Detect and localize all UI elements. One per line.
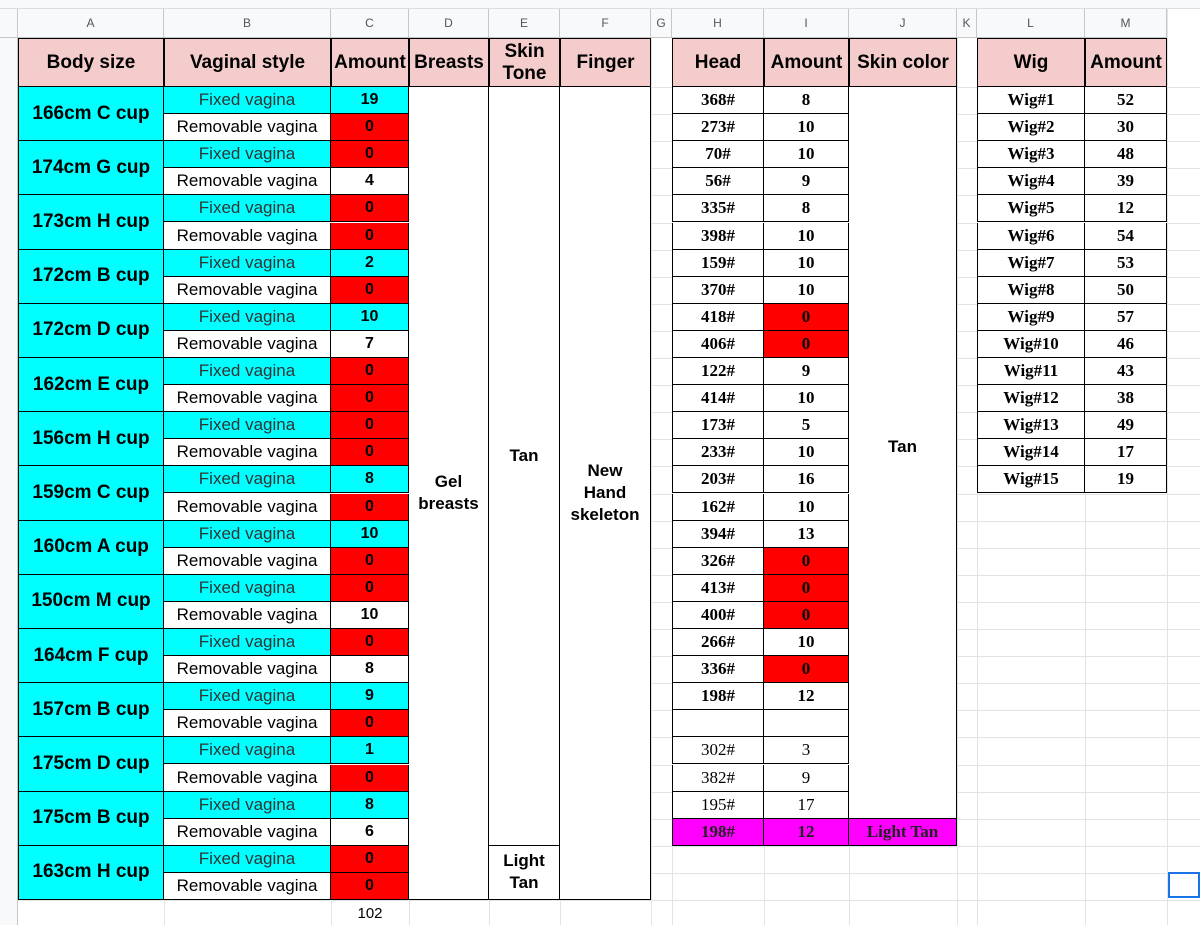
head-amount-cell: 10 [764, 494, 849, 521]
removable-amount-cell: 0 [331, 494, 409, 521]
head-code-cell: 336# [672, 656, 764, 683]
header-vaginal-style: Vaginal style [164, 38, 331, 87]
removable-amount-cell: 0 [331, 765, 409, 792]
removable-vagina-cell: Removable vagina [164, 439, 331, 466]
removable-amount-cell: 0 [331, 439, 409, 466]
head-amount-cell: 12 [764, 819, 849, 846]
wig-name-cell: Wig#9 [977, 304, 1085, 331]
wig-amount-cell: 49 [1085, 412, 1167, 439]
head-code-cell: 159# [672, 250, 764, 277]
fixed-vagina-cell: Fixed vagina [164, 521, 331, 548]
header-finger: Finger [560, 38, 651, 87]
removable-amount-cell: 0 [331, 114, 409, 141]
body-size-cell: 162cm E cup [18, 358, 164, 412]
fixed-vagina-cell: Fixed vagina [164, 304, 331, 331]
head-code-cell: 198# [672, 683, 764, 710]
fixed-amount-cell: 0 [331, 629, 409, 656]
head-amount-cell: 16 [764, 466, 849, 493]
fixed-amount-cell: 0 [331, 846, 409, 873]
removable-amount-cell: 10 [331, 602, 409, 629]
removable-amount-cell: 8 [331, 656, 409, 683]
wig-amount-cell: 57 [1085, 304, 1167, 331]
removable-amount-cell: 0 [331, 873, 409, 900]
fixed-amount-cell: 0 [331, 575, 409, 602]
column-header-c[interactable]: C [331, 9, 409, 38]
head-amount-cell [764, 710, 849, 737]
wig-amount-cell: 39 [1085, 168, 1167, 195]
column-header-j[interactable]: J [849, 9, 957, 38]
head-code-cell: 382# [672, 765, 764, 792]
removable-vagina-cell: Removable vagina [164, 331, 331, 358]
fixed-vagina-cell: Fixed vagina [164, 683, 331, 710]
fixed-vagina-cell: Fixed vagina [164, 412, 331, 439]
wig-amount-cell: 52 [1085, 87, 1167, 114]
body-size-cell: 172cm D cup [18, 304, 164, 358]
fixed-amount-cell: 8 [331, 466, 409, 493]
head-code-cell: 398# [672, 223, 764, 250]
body-size-cell: 157cm B cup [18, 683, 164, 737]
wig-name-cell: Wig#5 [977, 195, 1085, 222]
head-code-cell [672, 710, 764, 737]
column-header-a[interactable]: A [18, 9, 164, 38]
head-amount-cell: 9 [764, 358, 849, 385]
head-code-cell: 122# [672, 358, 764, 385]
fixed-vagina-cell: Fixed vagina [164, 846, 331, 873]
column-header-m[interactable]: M [1085, 9, 1167, 38]
fixed-amount-cell: 19 [331, 87, 409, 114]
head-amount-cell: 8 [764, 195, 849, 222]
head-amount-cell: 0 [764, 575, 849, 602]
removable-vagina-cell: Removable vagina [164, 385, 331, 412]
head-amount-cell: 17 [764, 792, 849, 819]
total-amount-cell: 102 [357, 905, 383, 923]
wig-amount-cell: 19 [1085, 466, 1167, 493]
skin-color-tan-cell: Tan [849, 87, 957, 819]
column-header-l[interactable]: L [977, 9, 1085, 38]
body-size-cell: 172cm B cup [18, 250, 164, 304]
fixed-amount-cell: 0 [331, 195, 409, 222]
removable-vagina-cell: Removable vagina [164, 710, 331, 737]
body-size-cell: 150cm M cup [18, 575, 164, 629]
skin-tone-tan-cell: Tan [489, 87, 560, 846]
body-size-cell: 166cm C cup [18, 87, 164, 141]
wig-name-cell: Wig#14 [977, 439, 1085, 466]
head-code-cell: 195# [672, 792, 764, 819]
removable-amount-cell: 0 [331, 223, 409, 250]
fixed-vagina-cell: Fixed vagina [164, 141, 331, 168]
column-header-g[interactable]: G [651, 9, 672, 38]
head-amount-cell: 0 [764, 304, 849, 331]
removable-amount-cell: 0 [331, 548, 409, 575]
removable-vagina-cell: Removable vagina [164, 873, 331, 900]
head-code-cell: 418# [672, 304, 764, 331]
head-code-cell: 414# [672, 385, 764, 412]
header-amount: Amount [331, 38, 409, 87]
head-amount-cell: 8 [764, 87, 849, 114]
head-amount-cell: 0 [764, 331, 849, 358]
breasts-merged-cell: Gel breasts [409, 87, 489, 900]
head-code-cell: 70# [672, 141, 764, 168]
head-amount-cell: 0 [764, 656, 849, 683]
head-amount-cell: 10 [764, 141, 849, 168]
header-wig: Wig [977, 38, 1085, 87]
wig-name-cell: Wig#3 [977, 141, 1085, 168]
fixed-vagina-cell: Fixed vagina [164, 358, 331, 385]
wig-name-cell: Wig#12 [977, 385, 1085, 412]
head-amount-cell: 12 [764, 683, 849, 710]
fixed-vagina-cell: Fixed vagina [164, 250, 331, 277]
wig-amount-cell: 53 [1085, 250, 1167, 277]
skin-color-light-tan-cell: Light Tan [849, 819, 957, 846]
column-header-e[interactable]: E [489, 9, 560, 38]
gridline-vertical [1167, 0, 1168, 925]
fixed-amount-cell: 1 [331, 737, 409, 764]
header-body-size: Body size [18, 38, 164, 87]
removable-vagina-cell: Removable vagina [164, 656, 331, 683]
head-code-cell: 203# [672, 466, 764, 493]
head-amount-cell: 10 [764, 277, 849, 304]
removable-vagina-cell: Removable vagina [164, 602, 331, 629]
body-size-cell: 175cm D cup [18, 737, 164, 791]
head-amount-cell: 0 [764, 548, 849, 575]
head-code-cell: 198# [672, 819, 764, 846]
wig-name-cell: Wig#8 [977, 277, 1085, 304]
head-amount-cell: 13 [764, 521, 849, 548]
wig-amount-cell: 30 [1085, 114, 1167, 141]
removable-vagina-cell: Removable vagina [164, 819, 331, 846]
removable-vagina-cell: Removable vagina [164, 114, 331, 141]
body-size-cell: 164cm F cup [18, 629, 164, 683]
column-header-d[interactable]: D [409, 9, 489, 38]
wig-amount-cell: 43 [1085, 358, 1167, 385]
removable-vagina-cell: Removable vagina [164, 494, 331, 521]
wig-amount-cell: 48 [1085, 141, 1167, 168]
body-size-cell: 156cm H cup [18, 412, 164, 466]
wig-name-cell: Wig#11 [977, 358, 1085, 385]
head-code-cell: 368# [672, 87, 764, 114]
row-header-strip [0, 38, 18, 925]
toolbar-strip [0, 0, 1200, 9]
removable-vagina-cell: Removable vagina [164, 223, 331, 250]
wig-name-cell: Wig#7 [977, 250, 1085, 277]
header-head: Head [672, 38, 764, 87]
wig-amount-cell: 12 [1085, 195, 1167, 222]
removable-vagina-cell: Removable vagina [164, 765, 331, 792]
fixed-amount-cell: 0 [331, 358, 409, 385]
column-header-i[interactable]: I [764, 9, 849, 38]
body-size-cell: 163cm H cup [18, 846, 164, 900]
head-code-cell: 326# [672, 548, 764, 575]
head-code-cell: 233# [672, 439, 764, 466]
wig-amount-cell: 38 [1085, 385, 1167, 412]
wig-name-cell: Wig#10 [977, 331, 1085, 358]
head-code-cell: 394# [672, 521, 764, 548]
body-size-cell: 174cm G cup [18, 141, 164, 195]
head-code-cell: 406# [672, 331, 764, 358]
head-code-cell: 273# [672, 114, 764, 141]
head-code-cell: 266# [672, 629, 764, 656]
head-code-cell: 302# [672, 737, 764, 764]
body-size-cell: 159cm C cup [18, 466, 164, 520]
fixed-amount-cell: 2 [331, 250, 409, 277]
gridline-vertical [957, 0, 958, 925]
header-skin-tone: Skin Tone [489, 38, 560, 87]
head-amount-cell: 10 [764, 114, 849, 141]
wig-name-cell: Wig#1 [977, 87, 1085, 114]
skin-tone-light-tan-cell: Light Tan [489, 846, 560, 900]
removable-amount-cell: 7 [331, 331, 409, 358]
gridline-horizontal [0, 900, 1200, 901]
head-amount-cell: 0 [764, 602, 849, 629]
wig-name-cell: Wig#15 [977, 466, 1085, 493]
fixed-amount-cell: 10 [331, 521, 409, 548]
wig-name-cell: Wig#6 [977, 223, 1085, 250]
head-amount-cell: 9 [764, 168, 849, 195]
fixed-vagina-cell: Fixed vagina [164, 195, 331, 222]
column-header-f[interactable]: F [560, 9, 651, 38]
wig-amount-cell: 50 [1085, 277, 1167, 304]
column-header-k[interactable]: K [957, 9, 977, 38]
removable-vagina-cell: Removable vagina [164, 168, 331, 195]
head-amount-cell: 10 [764, 439, 849, 466]
head-amount-cell: 10 [764, 223, 849, 250]
head-code-cell: 173# [672, 412, 764, 439]
head-amount-cell: 10 [764, 250, 849, 277]
removable-vagina-cell: Removable vagina [164, 277, 331, 304]
fixed-amount-cell: 8 [331, 792, 409, 819]
removable-amount-cell: 0 [331, 385, 409, 412]
header-head-amount: Amount [764, 38, 849, 87]
fixed-vagina-cell: Fixed vagina [164, 792, 331, 819]
column-header-h[interactable]: H [672, 9, 764, 38]
head-code-cell: 162# [672, 494, 764, 521]
gridline-vertical [651, 0, 652, 925]
fixed-vagina-cell: Fixed vagina [164, 575, 331, 602]
removable-amount-cell: 0 [331, 710, 409, 737]
head-amount-cell: 3 [764, 737, 849, 764]
finger-merged-cell: New Hand skeleton [560, 87, 651, 900]
removable-vagina-cell: Removable vagina [164, 548, 331, 575]
wig-name-cell: Wig#4 [977, 168, 1085, 195]
removable-amount-cell: 4 [331, 168, 409, 195]
fixed-amount-cell: 10 [331, 304, 409, 331]
fixed-amount-cell: 0 [331, 412, 409, 439]
wig-amount-cell: 17 [1085, 439, 1167, 466]
fixed-vagina-cell: Fixed vagina [164, 737, 331, 764]
fixed-amount-cell: 9 [331, 683, 409, 710]
removable-amount-cell: 6 [331, 819, 409, 846]
head-amount-cell: 5 [764, 412, 849, 439]
body-size-cell: 175cm B cup [18, 792, 164, 846]
head-code-cell: 413# [672, 575, 764, 602]
fixed-vagina-cell: Fixed vagina [164, 87, 331, 114]
head-code-cell: 56# [672, 168, 764, 195]
wig-name-cell: Wig#2 [977, 114, 1085, 141]
head-amount-cell: 10 [764, 629, 849, 656]
active-cell-selection[interactable] [1168, 872, 1200, 898]
head-amount-cell: 10 [764, 385, 849, 412]
wig-name-cell: Wig#13 [977, 412, 1085, 439]
head-amount-cell: 9 [764, 765, 849, 792]
select-all-corner[interactable] [0, 9, 18, 38]
column-header-b[interactable]: B [164, 9, 331, 38]
wig-amount-cell: 46 [1085, 331, 1167, 358]
wig-amount-cell: 54 [1085, 223, 1167, 250]
fixed-amount-cell: 0 [331, 141, 409, 168]
fixed-vagina-cell: Fixed vagina [164, 466, 331, 493]
body-size-cell: 173cm H cup [18, 195, 164, 249]
header-wig-amount: Amount [1085, 38, 1167, 87]
head-code-cell: 335# [672, 195, 764, 222]
fixed-vagina-cell: Fixed vagina [164, 629, 331, 656]
head-code-cell: 370# [672, 277, 764, 304]
header-skin-color: Skin color [849, 38, 957, 87]
head-code-cell: 400# [672, 602, 764, 629]
body-size-cell: 160cm A cup [18, 521, 164, 575]
header-breasts: Breasts [409, 38, 489, 87]
removable-amount-cell: 0 [331, 277, 409, 304]
